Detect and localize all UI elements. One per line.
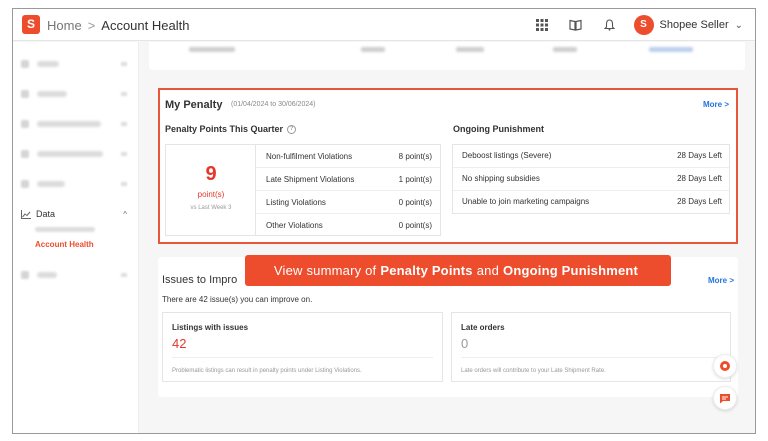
divider	[461, 357, 722, 358]
chevron-down-icon	[121, 62, 127, 66]
violation-row: Late Shipment Violations 1 point(s)	[256, 168, 440, 191]
sidebar-item-shop[interactable]	[21, 267, 131, 283]
ongoing-punishment-heading: Ongoing Punishment	[453, 124, 544, 134]
breadcrumb-home[interactable]: Home	[47, 18, 82, 33]
summary-callout-banner: View summary of Penalty Points and Ongoing Punishment	[245, 255, 671, 286]
finance-icon	[21, 180, 29, 188]
points-value: 9	[205, 163, 217, 185]
sidebar-item-product[interactable]	[21, 86, 131, 102]
punishment-row: Deboost listings (Severe) 28 Days Left	[453, 145, 729, 168]
sidebar-item-label-blurred	[37, 151, 103, 157]
chevron-down-icon	[121, 92, 127, 96]
sidebar-item-data-label: Data	[36, 209, 56, 219]
shop-rating-row-blurred	[149, 42, 745, 70]
penalty-title: My Penalty	[165, 99, 223, 111]
app-window	[12, 8, 756, 434]
chevron-down-icon	[121, 122, 127, 126]
issue-card-note: Late orders will contribute to your Late Shipment Rate.	[461, 368, 606, 374]
sidebar-item-finance[interactable]	[21, 176, 131, 192]
issue-card-value: 42	[172, 336, 187, 351]
issue-card-title: Late orders	[461, 323, 505, 332]
sidebar-item-customer-service[interactable]	[21, 146, 131, 162]
top-bar	[13, 9, 755, 41]
avatar: S	[634, 15, 654, 35]
chevron-down-icon	[121, 182, 127, 186]
divider	[172, 357, 433, 358]
sidebar-item-marketing[interactable]	[21, 116, 131, 132]
late-orders-card[interactable]	[451, 312, 731, 382]
blurred-text	[456, 47, 484, 52]
shopee-logo-icon[interactable]: S	[22, 15, 40, 34]
customer-service-icon	[21, 150, 29, 158]
sidebar-item-label-blurred	[37, 61, 59, 67]
sidebar-item-label-blurred	[37, 121, 101, 127]
bell-icon[interactable]	[600, 15, 620, 35]
issue-card-title: Listings with issues	[172, 323, 249, 332]
sidebar-item-orders[interactable]	[21, 56, 131, 72]
breadcrumb-current: Account Health	[101, 18, 190, 33]
location-pin-icon[interactable]	[713, 354, 737, 378]
breadcrumb	[47, 18, 189, 33]
issue-card-value: 0	[461, 336, 469, 351]
issues-title: Issues to Impro	[162, 274, 238, 286]
issues-subtitle: There are 42 issue(s) you can improve on.	[162, 295, 313, 304]
sidebar	[13, 42, 139, 434]
chevron-up-icon: ^	[123, 209, 127, 219]
violation-row: Other Violations 0 point(s)	[266, 221, 432, 230]
ongoing-punishment-panel	[452, 144, 730, 214]
chevron-down-icon	[121, 273, 127, 277]
top-actions	[532, 15, 744, 35]
penalty-points-total	[166, 145, 256, 235]
points-unit: point(s)	[197, 190, 225, 199]
sidebar-item-data[interactable]	[21, 209, 131, 219]
penalty-date-range: (01/04/2024 to 30/06/2024)	[231, 101, 316, 108]
violation-row: Listing Violations 0 point(s)	[256, 191, 440, 214]
punishment-row: No shipping subsidies 28 Days Left	[453, 168, 729, 191]
order-icon	[21, 60, 29, 68]
sidebar-item-label-blurred	[37, 272, 57, 278]
breadcrumb-separator: >	[87, 18, 96, 33]
marketing-icon	[21, 120, 29, 128]
chevron-down-icon	[121, 152, 127, 156]
points-compare: vs Last Week 3	[190, 205, 232, 211]
sidebar-item-label-blurred	[37, 91, 67, 97]
penalty-points-heading: Penalty Points This Quarter ?	[165, 124, 296, 134]
violation-row: Non-fulfilment Violations 8 point(s)	[256, 145, 440, 168]
apps-grid-icon[interactable]	[532, 15, 552, 35]
blurred-text	[189, 47, 235, 52]
sidebar-subitem-account-health[interactable]: Account Health	[35, 240, 94, 249]
help-circle-icon[interactable]: ?	[287, 125, 296, 134]
my-penalty-card	[158, 88, 738, 244]
seller-account-menu[interactable]	[634, 15, 744, 35]
chevron-down-icon: ⌄	[734, 19, 743, 31]
product-icon	[21, 90, 29, 98]
blurred-link[interactable]	[649, 47, 693, 52]
sidebar-item-label-blurred	[37, 181, 65, 187]
punishment-row: Unable to join marketing campaigns 28 Days Left	[462, 197, 722, 206]
book-icon[interactable]	[566, 15, 586, 35]
issues-more-link[interactable]: More >	[707, 276, 734, 285]
penalty-more-link[interactable]: More >	[702, 100, 729, 109]
chat-icon[interactable]	[713, 386, 737, 410]
sidebar-subitem-blurred[interactable]	[35, 227, 95, 232]
penalty-points-panel	[165, 144, 441, 236]
seller-name: Shopee Seller	[659, 19, 729, 31]
shop-icon	[21, 271, 29, 279]
listings-with-issues-card[interactable]	[162, 312, 443, 382]
blurred-text	[361, 47, 385, 52]
blurred-text	[553, 47, 577, 52]
chart-line-icon	[21, 210, 31, 219]
issue-card-note: Problematic listings can result in penalty points under Listing Violations.	[172, 368, 362, 374]
